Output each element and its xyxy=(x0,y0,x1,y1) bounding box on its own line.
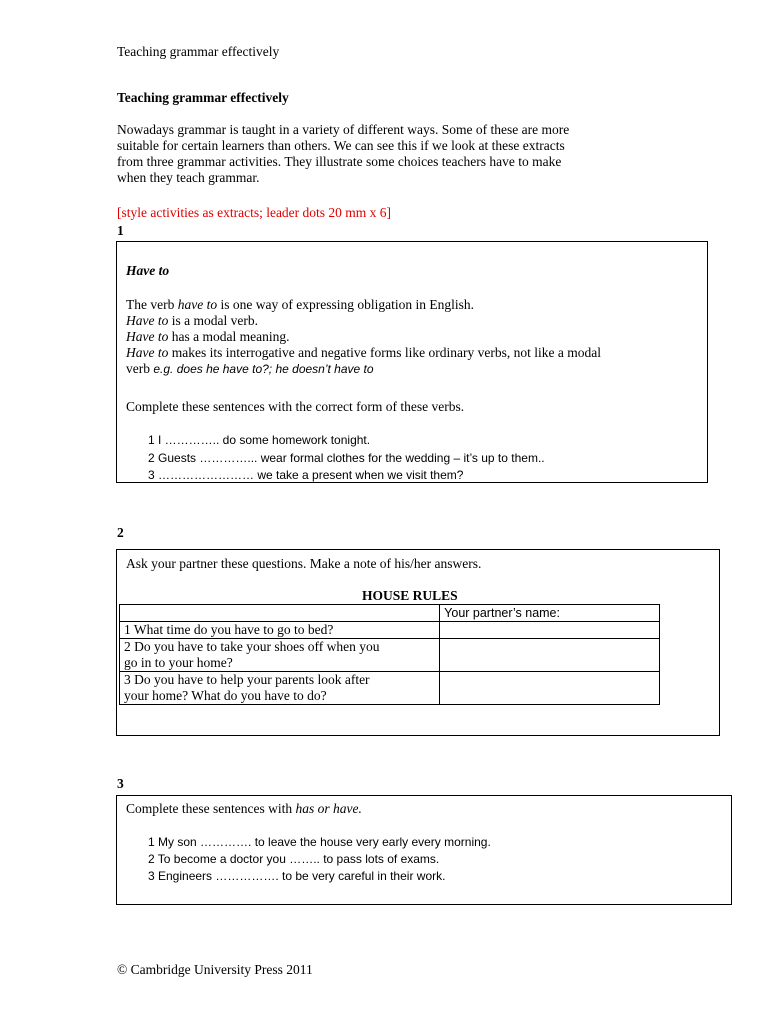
running-header: Teaching grammar effectively xyxy=(117,44,280,59)
intro-line: Nowadays grammar is taught in a variety of different ways. Some of these are more xyxy=(117,122,570,137)
activity-1-number: 1 xyxy=(117,223,124,238)
activity-3-box xyxy=(116,795,732,905)
intro-line: when they teach grammar. xyxy=(117,170,260,185)
copyright-footer: © Cambridge University Press 2011 xyxy=(117,962,313,977)
activity-1-instruction: Complete these sentences with the correct form of these verbs. xyxy=(126,399,465,414)
table-title: HOUSE RULES xyxy=(362,588,458,603)
activity-3-items xyxy=(148,834,491,885)
table-row xyxy=(120,672,660,705)
explain-text: The verb xyxy=(126,297,178,312)
page-title: Teaching grammar effectively xyxy=(117,90,289,105)
activity-2-instruction: Ask your partner these questions. Make a note of his/her answers. xyxy=(126,556,482,571)
explain-text: verb xyxy=(126,361,154,376)
instruction-emphasis: has or have. xyxy=(295,801,362,816)
question-text: your home? What do you have to do? xyxy=(124,688,327,703)
exercise-item: 2 To become a doctor you …….. to pass lots of exams. xyxy=(148,852,440,866)
answer-cell[interactable] xyxy=(440,639,660,672)
activity-3-number: 3 xyxy=(117,776,124,791)
activity-3-instruction xyxy=(126,801,362,817)
exercise-item: 3 …………………… we take a present when we visit them? xyxy=(148,468,464,482)
intro-line: suitable for certain learners than others. We can see this if we look at these extracts xyxy=(117,138,565,153)
activity-2-box xyxy=(116,549,720,736)
partner-name-header: Your partner’s name: xyxy=(440,605,660,622)
activity-1-explanation xyxy=(126,297,696,377)
question-cell xyxy=(120,639,440,672)
table-row xyxy=(120,639,660,672)
question-cell xyxy=(120,672,440,705)
explain-text: has a modal meaning. xyxy=(168,329,290,344)
exercise-item: 1 I ………….. do some homework tonight. xyxy=(148,433,371,447)
table-header-cell xyxy=(120,605,440,622)
activity-1-box xyxy=(116,241,708,483)
answer-cell[interactable] xyxy=(440,622,660,639)
explain-emphasis: Have to xyxy=(126,313,169,328)
explain-text: makes its interrogative and negative forms like ordinary verbs, not like a modal xyxy=(168,345,601,360)
explain-emphasis: have to xyxy=(177,297,218,312)
question-text: 3 Do you have to help your parents look after xyxy=(124,672,370,687)
explain-emphasis: Have to xyxy=(126,345,169,360)
explain-emphasis: Have to xyxy=(126,329,169,344)
activity-1-heading: Have to xyxy=(126,263,170,278)
activity-2-number: 2 xyxy=(117,525,124,540)
editor-note: [style activities as extracts; leader dots 20 mm x 6] xyxy=(117,205,392,220)
intro-line: from three grammar activities. They illustrate some choices teachers have to make xyxy=(117,154,562,169)
question-text: 1 What time do you have to go to bed? xyxy=(124,622,334,637)
table-header-row xyxy=(120,605,660,622)
exercise-item: 3 Engineers ……………. to be very careful in their work. xyxy=(148,869,446,883)
answer-cell[interactable] xyxy=(440,672,660,705)
intro-paragraph xyxy=(117,122,657,186)
question-cell xyxy=(120,622,440,639)
instruction-text: Complete these sentences with xyxy=(126,801,296,816)
exercise-item: 1 My son …………. to leave the house very early every morning. xyxy=(148,835,491,849)
question-text: 2 Do you have to take your shoes off when you xyxy=(124,639,380,654)
table-row xyxy=(120,622,660,639)
house-rules-table xyxy=(119,604,660,705)
exercise-item: 2 Guests …………... wear formal clothes for the wedding – it’s up to them.. xyxy=(148,450,545,465)
example-text: e.g. does he have to?; he doesn’t have to xyxy=(153,362,374,376)
question-text: go in to your home? xyxy=(124,655,233,670)
explain-text: is a modal verb. xyxy=(168,313,258,328)
explain-text: is one way of expressing obligation in English. xyxy=(217,297,474,312)
activity-1-items xyxy=(148,432,545,483)
